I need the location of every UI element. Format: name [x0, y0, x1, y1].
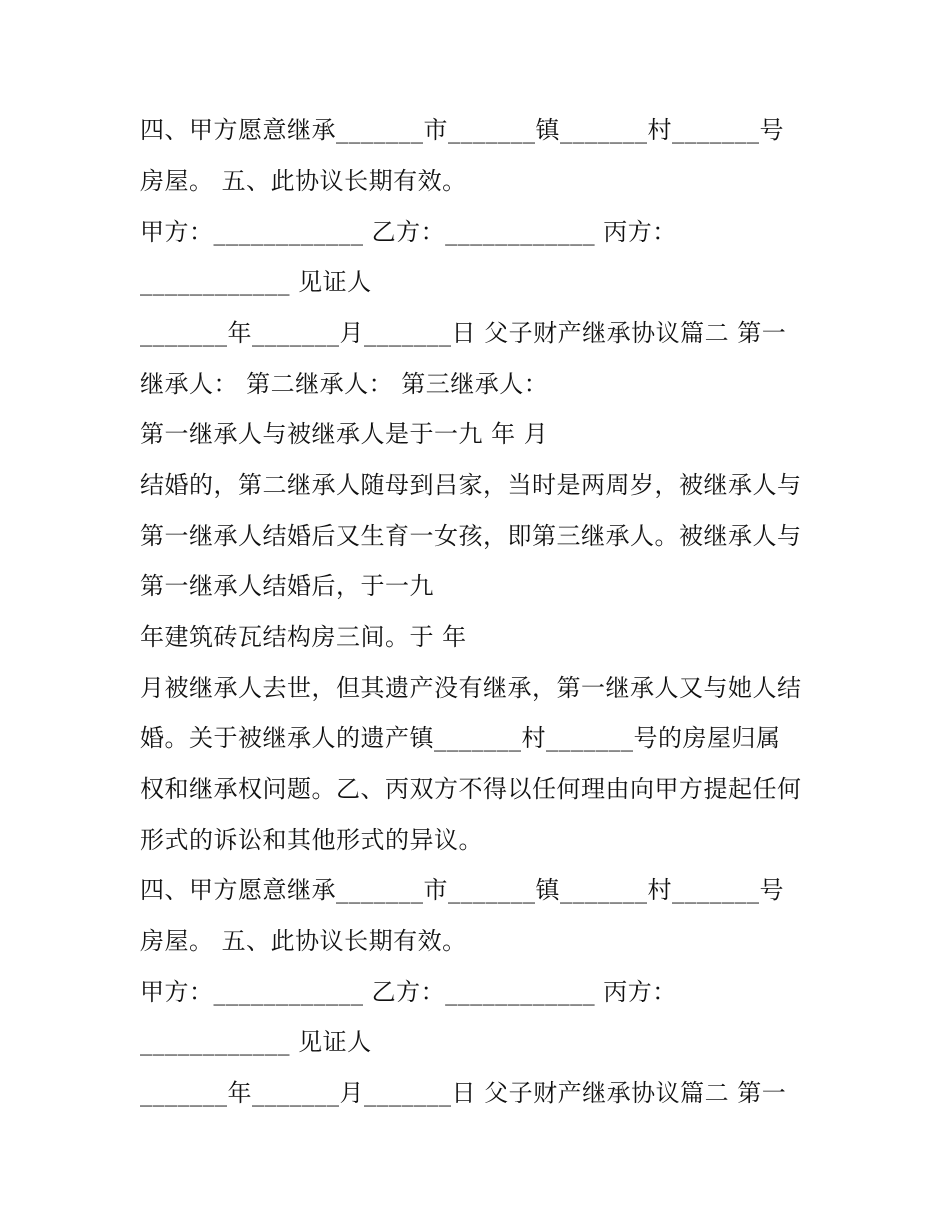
text-line-6: 继承人： 第二继承人： 第三继承人： — [140, 370, 549, 398]
text-line-1: 四、甲方愿意继承_______市_______镇_______村_______号 — [140, 116, 784, 144]
text-line-7: 第一继承人与被继承人是于一九 年 月 — [140, 420, 549, 448]
text-line-20: _______年_______月_______日 父子财产继承协议篇二 第一 — [140, 1079, 787, 1107]
text-line-8: 结婚的，第二继承人随母到吕家，当时是两周岁，被继承人与 — [140, 471, 802, 499]
text-line-18: 甲方：____________ 乙方：____________ 丙方： — [140, 978, 677, 1006]
text-line-13: 婚。关于被继承人的遗产镇_______村_______号的房屋归属 — [140, 724, 781, 752]
text-line-3: 甲方：____________ 乙方：____________ 丙方： — [140, 218, 677, 246]
text-line-2: 房屋。 五、此协议长期有效。 — [140, 167, 467, 195]
text-line-4: ____________ 见证人 — [140, 268, 372, 296]
text-line-19: ____________ 见证人 — [140, 1028, 372, 1056]
text-line-5: _______年_______月_______日 父子财产继承协议篇二 第一 — [140, 319, 787, 347]
text-line-16: 四、甲方愿意继承_______市_______镇_______村_______号 — [140, 876, 784, 904]
text-line-12: 月被继承人去世，但其遗产没有继承，第一继承人又与她人结 — [140, 674, 802, 702]
text-line-15: 形式的诉讼和其他形式的异议。 — [140, 826, 483, 854]
text-line-11: 年建筑砖瓦结构房三间。于 年 — [140, 623, 467, 651]
text-line-17: 房屋。 五、此协议长期有效。 — [140, 927, 467, 955]
text-line-10: 第一继承人结婚后，于一九 — [140, 572, 434, 600]
text-line-14: 权和继承权问题。乙、丙双方不得以任何理由向甲方提起任何 — [140, 775, 802, 803]
text-line-9: 第一继承人结婚后又生育一女孩，即第三继承人。被继承人与 — [140, 522, 802, 550]
